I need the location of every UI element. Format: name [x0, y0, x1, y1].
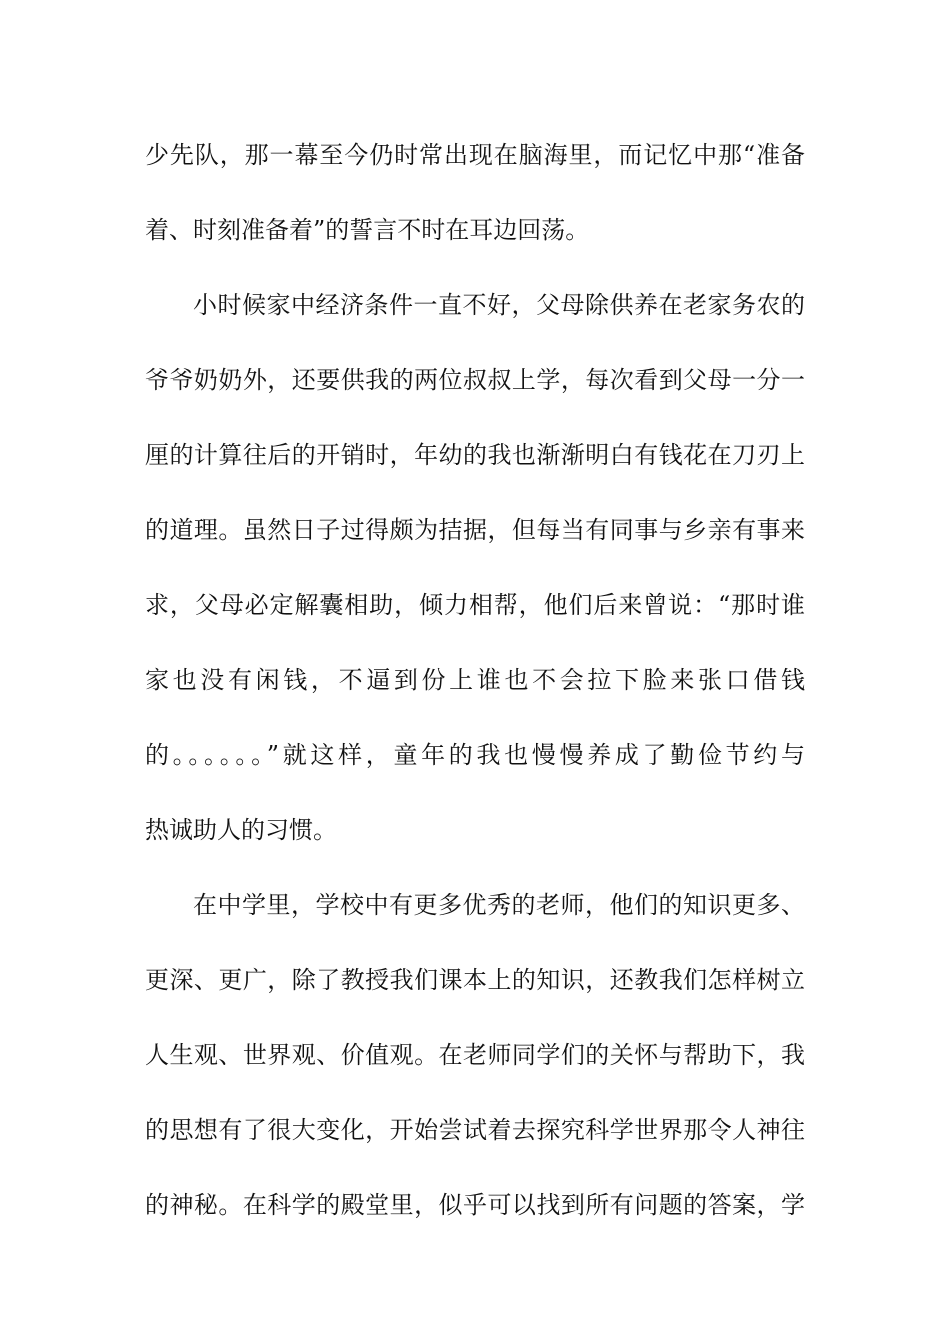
text-line: 求，父母必定解囊相助，倾力相帮，他们后来曾说：“那时谁 — [145, 591, 805, 619]
text-line: 厘的计算往后的开销时，年幼的我也渐渐明白有钱花在刀刃上 — [145, 441, 805, 469]
text-line: 的。。。。。。”就这样，童年的我也慢慢养成了勤俭节约与 — [145, 741, 805, 769]
text-line: 少先队，那一幕至今仍时常出现在脑海里，而记忆中那“准备 — [145, 141, 805, 169]
text-line: 家也没有闲钱，不逼到份上谁也不会拉下脸来张口借钱 — [145, 666, 805, 694]
text-line: 着、时刻准备着”的誓言不时在耳边回荡。 — [145, 216, 590, 244]
text-line: 的思想有了很大变化，开始尝试着去探究科学世界那令人神往 — [145, 1116, 805, 1144]
text-line: 的神秘。在科学的殿堂里，似乎可以找到所有问题的答案，学 — [145, 1191, 805, 1219]
text-line: 在中学里，学校中有更多优秀的老师，他们的知识更多、 — [193, 891, 805, 919]
text-line: 小时候家中经济条件一直不好，父母除供养在老家务农的 — [193, 291, 805, 319]
text-line: 更深、更广，除了教授我们课本上的知识，还教我们怎样树立 — [145, 966, 805, 994]
text-line: 的道理。虽然日子过得颇为拮据，但每当有同事与乡亲有事来 — [145, 516, 805, 544]
body-text — [145, 124, 805, 1249]
text-line: 人生观、世界观、价值观。在老师同学们的关怀与帮助下，我 — [145, 1041, 805, 1069]
text-line: 热诚助人的习惯。 — [145, 816, 337, 844]
text-line: 爷爷奶奶外，还要供我的两位叔叔上学，每次看到父母一分一 — [145, 366, 805, 394]
